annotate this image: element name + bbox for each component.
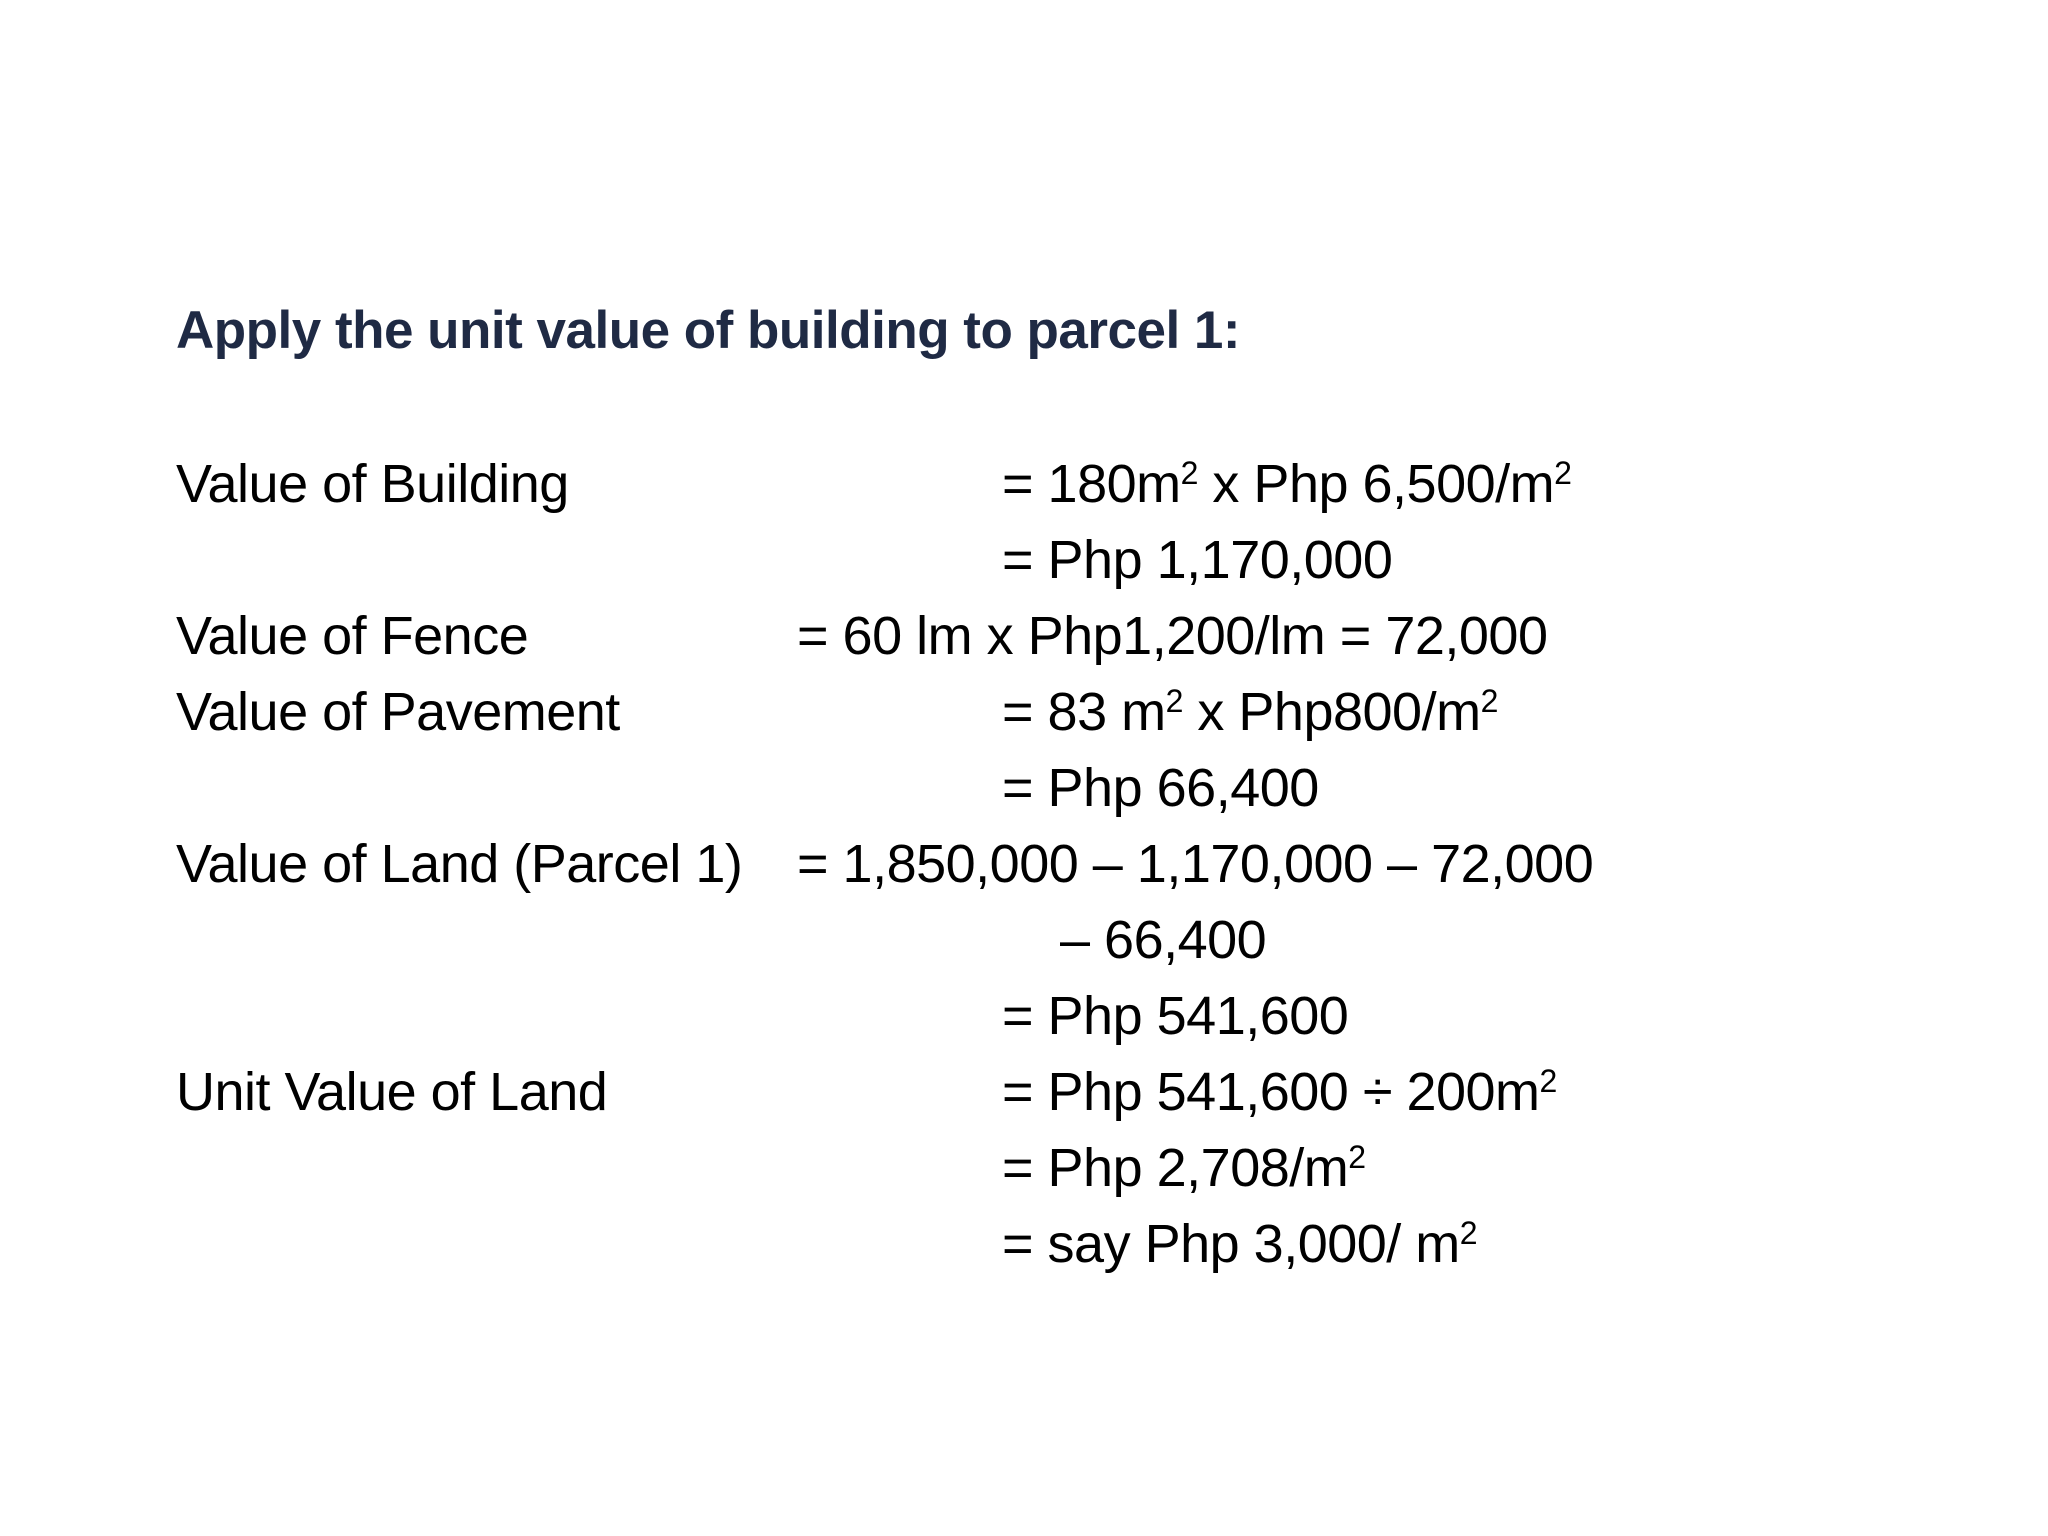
superscript-2: 2 — [1165, 683, 1183, 719]
superscript-2: 2 — [1459, 1215, 1478, 1251]
superscript-2: 2 — [1539, 1063, 1557, 1099]
building-formula-part2: x Php 6,500/m — [1197, 454, 1555, 514]
building-result: = Php 1,170,000 — [1002, 530, 1393, 590]
unit-value-result-text: = Php 2,708/m — [1002, 1138, 1349, 1198]
pavement-result: = Php 66,400 — [1002, 758, 1319, 818]
building-formula — [1002, 454, 1572, 514]
unit-value-result — [1002, 1138, 1366, 1198]
fence-formula: = 60 lm x Php1,200/lm = 72,000 — [797, 606, 1548, 666]
unit-value-rounded-text: = say Php 3,000/ m — [1002, 1214, 1460, 1274]
pavement-label: Value of Pavement — [176, 682, 620, 742]
unit-value-formula-text: = Php 541,600 ÷ 200m — [1002, 1062, 1540, 1122]
superscript-2: 2 — [1554, 455, 1572, 491]
building-label: Value of Building — [176, 454, 569, 514]
unit-value-label: Unit Value of Land — [176, 1062, 608, 1122]
slide-heading: Apply the unit value of building to parcel 1: — [176, 301, 1241, 360]
pavement-formula-part1: = 83 m — [1002, 682, 1166, 742]
fence-label: Value of Fence — [176, 606, 529, 666]
unit-value-formula — [1002, 1062, 1557, 1122]
land-formula: = 1,850,000 – 1,170,000 – 72,000 — [797, 834, 1594, 894]
land-formula-continuation: – 66,400 — [1060, 910, 1267, 970]
pavement-formula-part2: x Php800/m — [1182, 682, 1481, 742]
pavement-formula — [1002, 682, 1498, 742]
unit-value-rounded — [1002, 1214, 1478, 1274]
superscript-2: 2 — [1480, 683, 1498, 719]
land-label: Value of Land (Parcel 1) — [176, 834, 743, 894]
superscript-2: 2 — [1180, 455, 1198, 491]
land-result: = Php 541,600 — [1002, 986, 1349, 1046]
building-formula-part1: = 180m — [1002, 454, 1181, 514]
superscript-2: 2 — [1348, 1139, 1366, 1175]
